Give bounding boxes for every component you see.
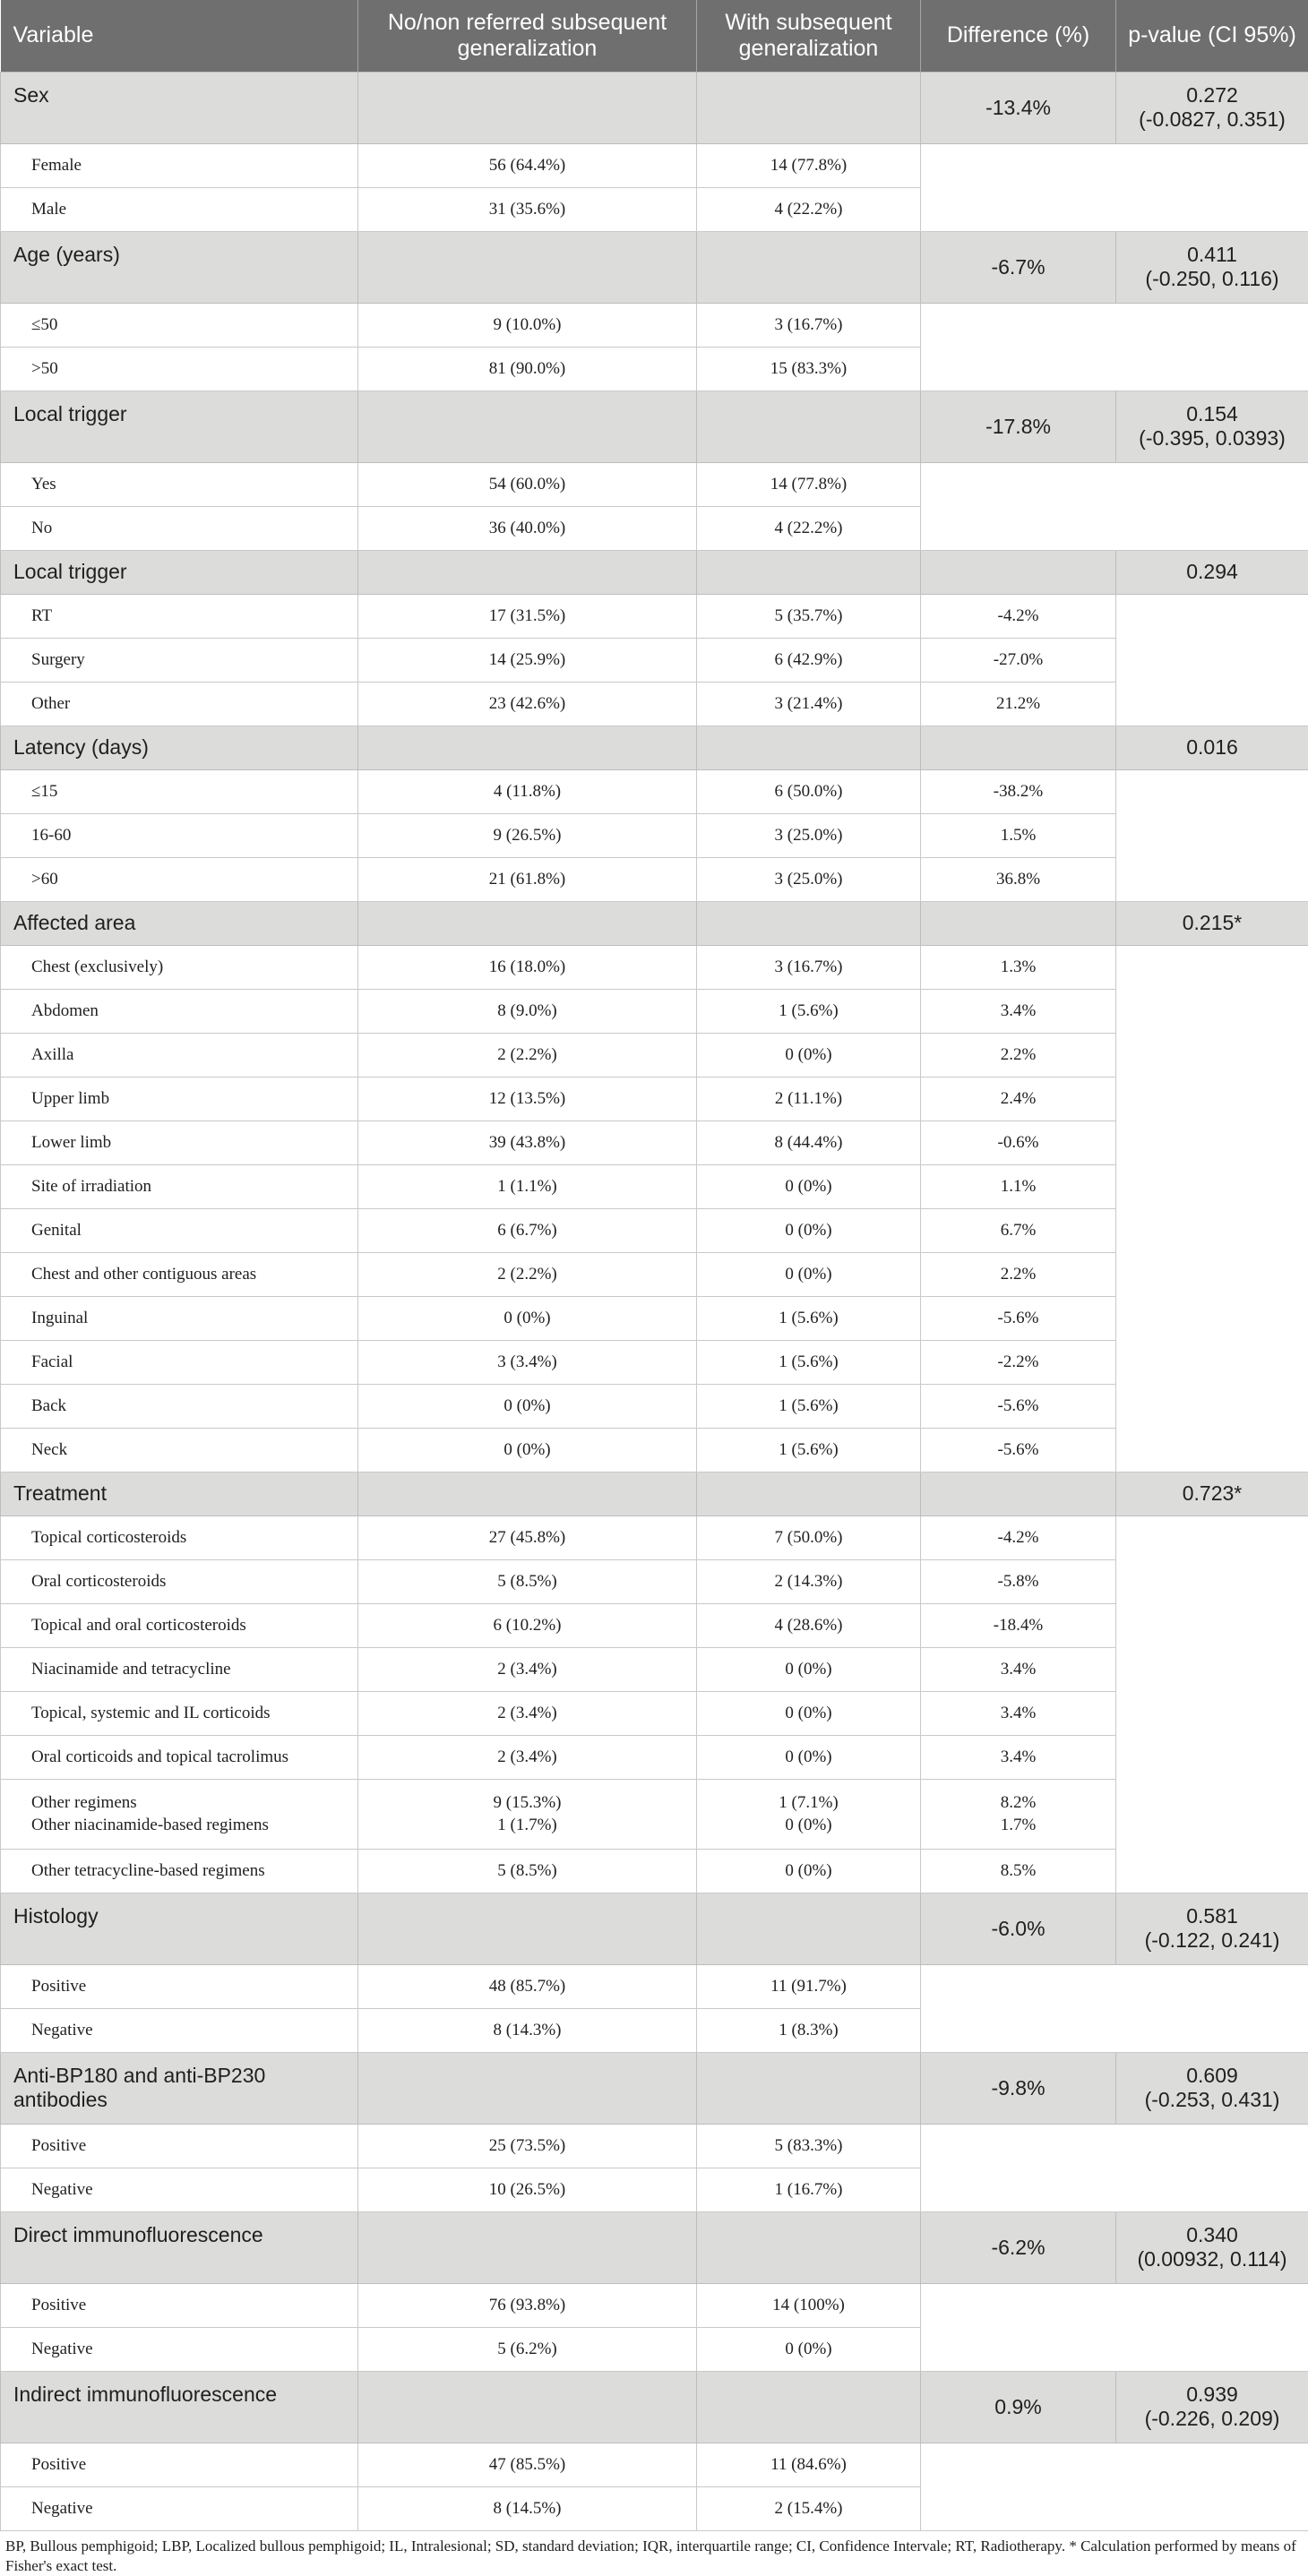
table-row xyxy=(1,2124,1308,2168)
value-with-generalization: 3 (16.7%) xyxy=(697,303,921,347)
row-label: Surgery xyxy=(1,638,358,682)
table-row xyxy=(1,1340,1308,1384)
value-no-generalization: 17 (31.5%) xyxy=(358,594,697,638)
header-variable: Variable xyxy=(1,0,358,72)
value-with-generalization: 1 (5.6%) xyxy=(697,1428,921,1472)
table-footnote: BP, Bullous pemphigoid; LBP, Localized bullous pemphigoid; IL, Intralesional; SD, standard deviation; IQR, interquartile range; CI, Confidence Intervale; RT, Radiotherapy. * Calculation performed by means of Fisher's exact test. xyxy=(5,2537,1296,2574)
section-empty-cell xyxy=(921,550,1116,594)
row-label: Yes xyxy=(1,462,358,506)
value-no-generalization: 81 (90.0%) xyxy=(358,347,697,391)
row-label: No xyxy=(1,506,358,550)
value-difference: 3.4% xyxy=(921,1735,1116,1779)
row-label: Negative xyxy=(1,2327,358,2371)
section-row xyxy=(1,901,1308,945)
value-with-generalization: 0 (0%) xyxy=(697,1208,921,1252)
table-row xyxy=(1,1691,1308,1735)
value-no-generalization: 16 (18.0%) xyxy=(358,945,697,989)
header-with-generalization: With subsequent generalization xyxy=(697,0,921,72)
table-row xyxy=(1,682,1308,726)
section-difference: -13.4% xyxy=(921,72,1116,143)
value-with-generalization: 0 (0%) xyxy=(697,1647,921,1691)
row-label: Other xyxy=(1,682,358,726)
value-no-generalization: 76 (93.8%) xyxy=(358,2283,697,2327)
table-row xyxy=(1,813,1308,857)
value-difference: -5.8% xyxy=(921,1559,1116,1603)
table-row xyxy=(1,945,1308,989)
table-row xyxy=(1,1033,1308,1077)
section-name: Histology xyxy=(1,1893,358,1964)
section-name: Local trigger xyxy=(1,550,358,594)
value-with-generalization: 0 (0%) xyxy=(697,1735,921,1779)
p-value: 0.581 xyxy=(1186,1904,1238,1928)
value-with-generalization: 4 (28.6%) xyxy=(697,1603,921,1647)
value-difference: 1.3% xyxy=(921,945,1116,989)
value-with-generalization: 7 (50.0%) xyxy=(697,1516,921,1559)
value-no-generalization: 8 (14.5%) xyxy=(358,2486,697,2530)
value-no-generalization: 9 (26.5%) xyxy=(358,813,697,857)
section-name: Age (years) xyxy=(1,231,358,303)
p-value: 0.939 xyxy=(1186,2383,1238,2406)
value-with-generalization xyxy=(697,1779,921,1849)
table-row xyxy=(1,1077,1308,1121)
section-empty-cell xyxy=(358,1893,697,1964)
table-row xyxy=(1,857,1308,901)
table-row xyxy=(1,989,1308,1033)
row-label: Genital xyxy=(1,1208,358,1252)
section-p-value xyxy=(1116,72,1308,143)
value-difference-line: 1.7% xyxy=(1000,1816,1037,1834)
header-p-value: p-value (CI 95%) xyxy=(1116,0,1308,72)
section-empty-cell xyxy=(697,901,921,945)
section-empty-cell xyxy=(697,2052,921,2124)
section-name: Treatment xyxy=(1,1472,358,1516)
value-no-generalization: 0 (0%) xyxy=(358,1384,697,1428)
empty-cell xyxy=(921,1964,1308,2052)
value-with-generalization: 2 (15.4%) xyxy=(697,2486,921,2530)
section-p-value: 0.294 xyxy=(1116,550,1308,594)
value-with-generalization: 5 (35.7%) xyxy=(697,594,921,638)
table-row xyxy=(1,462,1308,506)
value-with-generalization: 1 (16.7%) xyxy=(697,2168,921,2211)
value-with-generalization: 5 (83.3%) xyxy=(697,2124,921,2168)
section-name: Sex xyxy=(1,72,358,143)
value-no-generalization: 0 (0%) xyxy=(358,1296,697,1340)
header-difference: Difference (%) xyxy=(921,0,1116,72)
row-label: Oral corticoids and topical tacrolimus xyxy=(1,1735,358,1779)
empty-cell xyxy=(1116,945,1308,1472)
table-row xyxy=(1,1296,1308,1340)
section-name: Direct immunofluorescence xyxy=(1,2211,358,2283)
section-empty-cell xyxy=(921,1472,1116,1516)
value-with-generalization: 0 (0%) xyxy=(697,1691,921,1735)
value-with-generalization: 6 (50.0%) xyxy=(697,769,921,813)
section-row xyxy=(1,1893,1308,1964)
row-label: Female xyxy=(1,143,358,187)
table-row xyxy=(1,1516,1308,1559)
value-with-generalization: 0 (0%) xyxy=(697,1164,921,1208)
section-name: Anti-BP180 and anti-BP230 antibodies xyxy=(1,2052,358,2124)
section-row xyxy=(1,231,1308,303)
value-no-generalization: 14 (25.9%) xyxy=(358,638,697,682)
section-p-value: 0.215* xyxy=(1116,901,1308,945)
table-row xyxy=(1,1428,1308,1472)
value-with-generalization: 0 (0%) xyxy=(697,2327,921,2371)
section-p-value xyxy=(1116,2371,1308,2443)
value-no-generalization: 10 (26.5%) xyxy=(358,2168,697,2211)
section-row xyxy=(1,72,1308,143)
section-row xyxy=(1,1472,1308,1516)
value-difference: -4.2% xyxy=(921,594,1116,638)
confidence-interval: (-0.395, 0.0393) xyxy=(1139,426,1286,450)
section-empty-cell xyxy=(921,726,1116,769)
row-label: Facial xyxy=(1,1340,358,1384)
value-difference: 3.4% xyxy=(921,1647,1116,1691)
section-row xyxy=(1,2052,1308,2124)
value-difference: -4.2% xyxy=(921,1516,1116,1559)
section-empty-cell xyxy=(358,550,697,594)
row-label: Topical and oral corticosteroids xyxy=(1,1603,358,1647)
section-p-value: 0.016 xyxy=(1116,726,1308,769)
section-name: Latency (days) xyxy=(1,726,358,769)
section-p-value xyxy=(1116,231,1308,303)
value-with-generalization: 1 (5.6%) xyxy=(697,1340,921,1384)
empty-cell xyxy=(921,143,1308,231)
value-no-generalization: 1 (1.1%) xyxy=(358,1164,697,1208)
header-row xyxy=(1,0,1308,72)
table-row xyxy=(1,1121,1308,1164)
table-row xyxy=(1,303,1308,347)
value-with-generalization: 4 (22.2%) xyxy=(697,506,921,550)
section-empty-cell xyxy=(358,2371,697,2443)
row-label-line: Other niacinamide-based regimens xyxy=(31,1816,269,1834)
row-label: Male xyxy=(1,187,358,231)
value-difference-line: 8.2% xyxy=(1000,1793,1037,1812)
value-difference: 8.5% xyxy=(921,1849,1116,1893)
section-empty-cell xyxy=(358,391,697,462)
row-label: Back xyxy=(1,1384,358,1428)
table-row xyxy=(1,1647,1308,1691)
row-label: Abdomen xyxy=(1,989,358,1033)
value-with-generalization: 3 (25.0%) xyxy=(697,857,921,901)
value-no-generalization: 3 (3.4%) xyxy=(358,1340,697,1384)
confidence-interval: (-0.253, 0.431) xyxy=(1144,2088,1280,2111)
table-row xyxy=(1,769,1308,813)
row-label: Positive xyxy=(1,2124,358,2168)
table-row xyxy=(1,1559,1308,1603)
row-label: Positive xyxy=(1,2443,358,2486)
value-difference: 36.8% xyxy=(921,857,1116,901)
row-label: ≤50 xyxy=(1,303,358,347)
empty-cell xyxy=(921,2124,1308,2211)
table-row xyxy=(1,638,1308,682)
value-no-generalization: 2 (2.2%) xyxy=(358,1033,697,1077)
row-label: Neck xyxy=(1,1428,358,1472)
value-with-generalization: 14 (77.8%) xyxy=(697,143,921,187)
value-with-generalization: 3 (16.7%) xyxy=(697,945,921,989)
table-row xyxy=(1,1779,1308,1849)
section-difference: 0.9% xyxy=(921,2371,1116,2443)
value-with-generalization: 3 (21.4%) xyxy=(697,682,921,726)
value-difference: 6.7% xyxy=(921,1208,1116,1252)
row-label: Positive xyxy=(1,1964,358,2008)
value-with-generalization: 0 (0%) xyxy=(697,1033,921,1077)
value-no-generalization: 5 (6.2%) xyxy=(358,2327,697,2371)
section-empty-cell xyxy=(697,231,921,303)
row-label-line: Other regimens xyxy=(31,1793,137,1812)
value-with-generalization: 1 (5.6%) xyxy=(697,989,921,1033)
table-row xyxy=(1,1208,1308,1252)
section-difference: -17.8% xyxy=(921,391,1116,462)
row-label xyxy=(1,1779,358,1849)
value-no-generalization: 39 (43.8%) xyxy=(358,1121,697,1164)
value-with-generalization: 6 (42.9%) xyxy=(697,638,921,682)
value-difference: 3.4% xyxy=(921,1691,1116,1735)
p-value: 0.340 xyxy=(1186,2223,1238,2246)
section-p-value xyxy=(1116,1893,1308,1964)
section-row xyxy=(1,726,1308,769)
section-empty-cell xyxy=(697,72,921,143)
value-no-generalization: 31 (35.6%) xyxy=(358,187,697,231)
empty-cell xyxy=(921,2443,1308,2530)
value-no-generalization-line: 1 (1.7%) xyxy=(497,1816,557,1834)
empty-cell xyxy=(1116,1516,1308,1893)
section-empty-cell xyxy=(358,726,697,769)
value-no-generalization: 2 (3.4%) xyxy=(358,1691,697,1735)
row-label: Chest (exclusively) xyxy=(1,945,358,989)
section-empty-cell xyxy=(697,1893,921,1964)
row-label: Negative xyxy=(1,2168,358,2211)
value-no-generalization: 21 (61.8%) xyxy=(358,857,697,901)
row-label: Axilla xyxy=(1,1033,358,1077)
value-with-generalization: 15 (83.3%) xyxy=(697,347,921,391)
empty-cell xyxy=(921,303,1308,391)
value-no-generalization xyxy=(358,1779,697,1849)
value-with-generalization: 2 (14.3%) xyxy=(697,1559,921,1603)
value-with-generalization: 0 (0%) xyxy=(697,1849,921,1893)
confidence-interval: (-0.0827, 0.351) xyxy=(1139,107,1286,131)
row-label: Upper limb xyxy=(1,1077,358,1121)
row-label: Topical corticosteroids xyxy=(1,1516,358,1559)
empty-cell xyxy=(1116,769,1308,901)
row-label: Inguinal xyxy=(1,1296,358,1340)
table-row xyxy=(1,1849,1308,1893)
value-difference: 3.4% xyxy=(921,989,1116,1033)
value-no-generalization: 56 (64.4%) xyxy=(358,143,697,187)
value-no-generalization: 54 (60.0%) xyxy=(358,462,697,506)
section-empty-cell xyxy=(921,901,1116,945)
value-no-generalization: 0 (0%) xyxy=(358,1428,697,1472)
value-difference: 2.2% xyxy=(921,1033,1116,1077)
p-value: 0.154 xyxy=(1186,402,1238,425)
table-row xyxy=(1,1252,1308,1296)
value-difference: -0.6% xyxy=(921,1121,1116,1164)
section-empty-cell xyxy=(697,391,921,462)
row-label: Other tetracycline-based regimens xyxy=(1,1849,358,1893)
value-no-generalization-line: 9 (15.3%) xyxy=(493,1793,562,1812)
value-difference: 2.4% xyxy=(921,1077,1116,1121)
value-no-generalization: 9 (10.0%) xyxy=(358,303,697,347)
value-difference xyxy=(921,1779,1116,1849)
value-no-generalization: 48 (85.7%) xyxy=(358,1964,697,2008)
section-empty-cell xyxy=(697,2371,921,2443)
value-with-generalization-line: 1 (7.1%) xyxy=(779,1793,839,1812)
value-difference: -38.2% xyxy=(921,769,1116,813)
confidence-interval: (-0.250, 0.116) xyxy=(1145,267,1279,290)
value-no-generalization: 2 (3.4%) xyxy=(358,1647,697,1691)
section-p-value: 0.723* xyxy=(1116,1472,1308,1516)
p-value: 0.272 xyxy=(1186,83,1238,107)
value-no-generalization: 5 (8.5%) xyxy=(358,1559,697,1603)
section-row xyxy=(1,2371,1308,2443)
table-row xyxy=(1,2283,1308,2327)
table-row xyxy=(1,594,1308,638)
section-difference: -6.0% xyxy=(921,1893,1116,1964)
table-row xyxy=(1,1384,1308,1428)
value-with-generalization: 4 (22.2%) xyxy=(697,187,921,231)
value-no-generalization: 5 (8.5%) xyxy=(358,1849,697,1893)
value-no-generalization: 27 (45.8%) xyxy=(358,1516,697,1559)
row-label: Niacinamide and tetracycline xyxy=(1,1647,358,1691)
table-row xyxy=(1,1603,1308,1647)
section-row xyxy=(1,550,1308,594)
value-with-generalization-line: 0 (0%) xyxy=(785,1816,832,1834)
value-no-generalization: 8 (14.3%) xyxy=(358,2008,697,2052)
confidence-interval: (-0.122, 0.241) xyxy=(1144,1928,1280,1952)
section-empty-cell xyxy=(697,1472,921,1516)
value-with-generalization: 14 (100%) xyxy=(697,2283,921,2327)
value-with-generalization: 1 (8.3%) xyxy=(697,2008,921,2052)
value-no-generalization: 47 (85.5%) xyxy=(358,2443,697,2486)
row-label: Lower limb xyxy=(1,1121,358,1164)
value-with-generalization: 14 (77.8%) xyxy=(697,462,921,506)
row-label: >60 xyxy=(1,857,358,901)
section-empty-cell xyxy=(697,726,921,769)
p-value: 0.411 xyxy=(1187,243,1237,266)
value-with-generalization: 3 (25.0%) xyxy=(697,813,921,857)
value-no-generalization: 12 (13.5%) xyxy=(358,1077,697,1121)
value-difference: -2.2% xyxy=(921,1340,1116,1384)
row-label: Topical, systemic and IL corticoids xyxy=(1,1691,358,1735)
table-row xyxy=(1,1164,1308,1208)
value-with-generalization: 1 (5.6%) xyxy=(697,1296,921,1340)
value-difference: 2.2% xyxy=(921,1252,1116,1296)
header-no-generalization: No/non referred subsequent generalization xyxy=(358,0,697,72)
section-empty-cell xyxy=(697,2211,921,2283)
section-empty-cell xyxy=(358,72,697,143)
value-no-generalization: 2 (2.2%) xyxy=(358,1252,697,1296)
row-label: RT xyxy=(1,594,358,638)
row-label: Chest and other contiguous areas xyxy=(1,1252,358,1296)
value-no-generalization: 2 (3.4%) xyxy=(358,1735,697,1779)
value-difference: 1.5% xyxy=(921,813,1116,857)
value-with-generalization: 0 (0%) xyxy=(697,1252,921,1296)
value-with-generalization: 8 (44.4%) xyxy=(697,1121,921,1164)
value-no-generalization: 23 (42.6%) xyxy=(358,682,697,726)
section-row xyxy=(1,391,1308,462)
table-row xyxy=(1,1735,1308,1779)
section-p-value xyxy=(1116,391,1308,462)
value-no-generalization: 36 (40.0%) xyxy=(358,506,697,550)
value-difference: -18.4% xyxy=(921,1603,1116,1647)
row-label: Oral corticosteroids xyxy=(1,1559,358,1603)
row-label: Site of irradiation xyxy=(1,1164,358,1208)
table-body xyxy=(1,72,1308,2530)
value-no-generalization: 8 (9.0%) xyxy=(358,989,697,1033)
section-empty-cell xyxy=(358,1472,697,1516)
row-label: Negative xyxy=(1,2486,358,2530)
confidence-interval: (0.00932, 0.114) xyxy=(1137,2247,1287,2271)
value-with-generalization: 11 (91.7%) xyxy=(697,1964,921,2008)
section-row xyxy=(1,2211,1308,2283)
value-difference: -27.0% xyxy=(921,638,1116,682)
value-difference: 1.1% xyxy=(921,1164,1116,1208)
section-p-value xyxy=(1116,2052,1308,2124)
section-name: Indirect immunofluorescence xyxy=(1,2371,358,2443)
section-empty-cell xyxy=(697,550,921,594)
section-name: Local trigger xyxy=(1,391,358,462)
value-difference: 21.2% xyxy=(921,682,1116,726)
row-label: ≤15 xyxy=(1,769,358,813)
value-with-generalization: 1 (5.6%) xyxy=(697,1384,921,1428)
value-with-generalization: 2 (11.1%) xyxy=(697,1077,921,1121)
empty-cell xyxy=(921,2283,1308,2371)
section-empty-cell xyxy=(358,231,697,303)
section-difference: -6.7% xyxy=(921,231,1116,303)
row-label: Positive xyxy=(1,2283,358,2327)
section-empty-cell xyxy=(358,2052,697,2124)
value-no-generalization: 25 (73.5%) xyxy=(358,2124,697,2168)
section-empty-cell xyxy=(358,901,697,945)
empty-cell xyxy=(921,462,1308,550)
row-label: >50 xyxy=(1,347,358,391)
section-p-value xyxy=(1116,2211,1308,2283)
value-difference: -5.6% xyxy=(921,1296,1116,1340)
p-value: 0.609 xyxy=(1186,2064,1238,2087)
section-empty-cell xyxy=(358,2211,697,2283)
table-row xyxy=(1,2443,1308,2486)
value-difference: -5.6% xyxy=(921,1384,1116,1428)
row-label: 16-60 xyxy=(1,813,358,857)
empty-cell xyxy=(1116,594,1308,726)
value-no-generalization: 6 (10.2%) xyxy=(358,1603,697,1647)
section-difference: -6.2% xyxy=(921,2211,1116,2283)
section-difference: -9.8% xyxy=(921,2052,1116,2124)
row-label: Negative xyxy=(1,2008,358,2052)
section-name: Affected area xyxy=(1,901,358,945)
value-no-generalization: 6 (6.7%) xyxy=(358,1208,697,1252)
table-row xyxy=(1,143,1308,187)
confidence-interval: (-0.226, 0.209) xyxy=(1144,2407,1280,2430)
value-no-generalization: 4 (11.8%) xyxy=(358,769,697,813)
table-row xyxy=(1,1964,1308,2008)
value-with-generalization: 11 (84.6%) xyxy=(697,2443,921,2486)
value-difference: -5.6% xyxy=(921,1428,1116,1472)
